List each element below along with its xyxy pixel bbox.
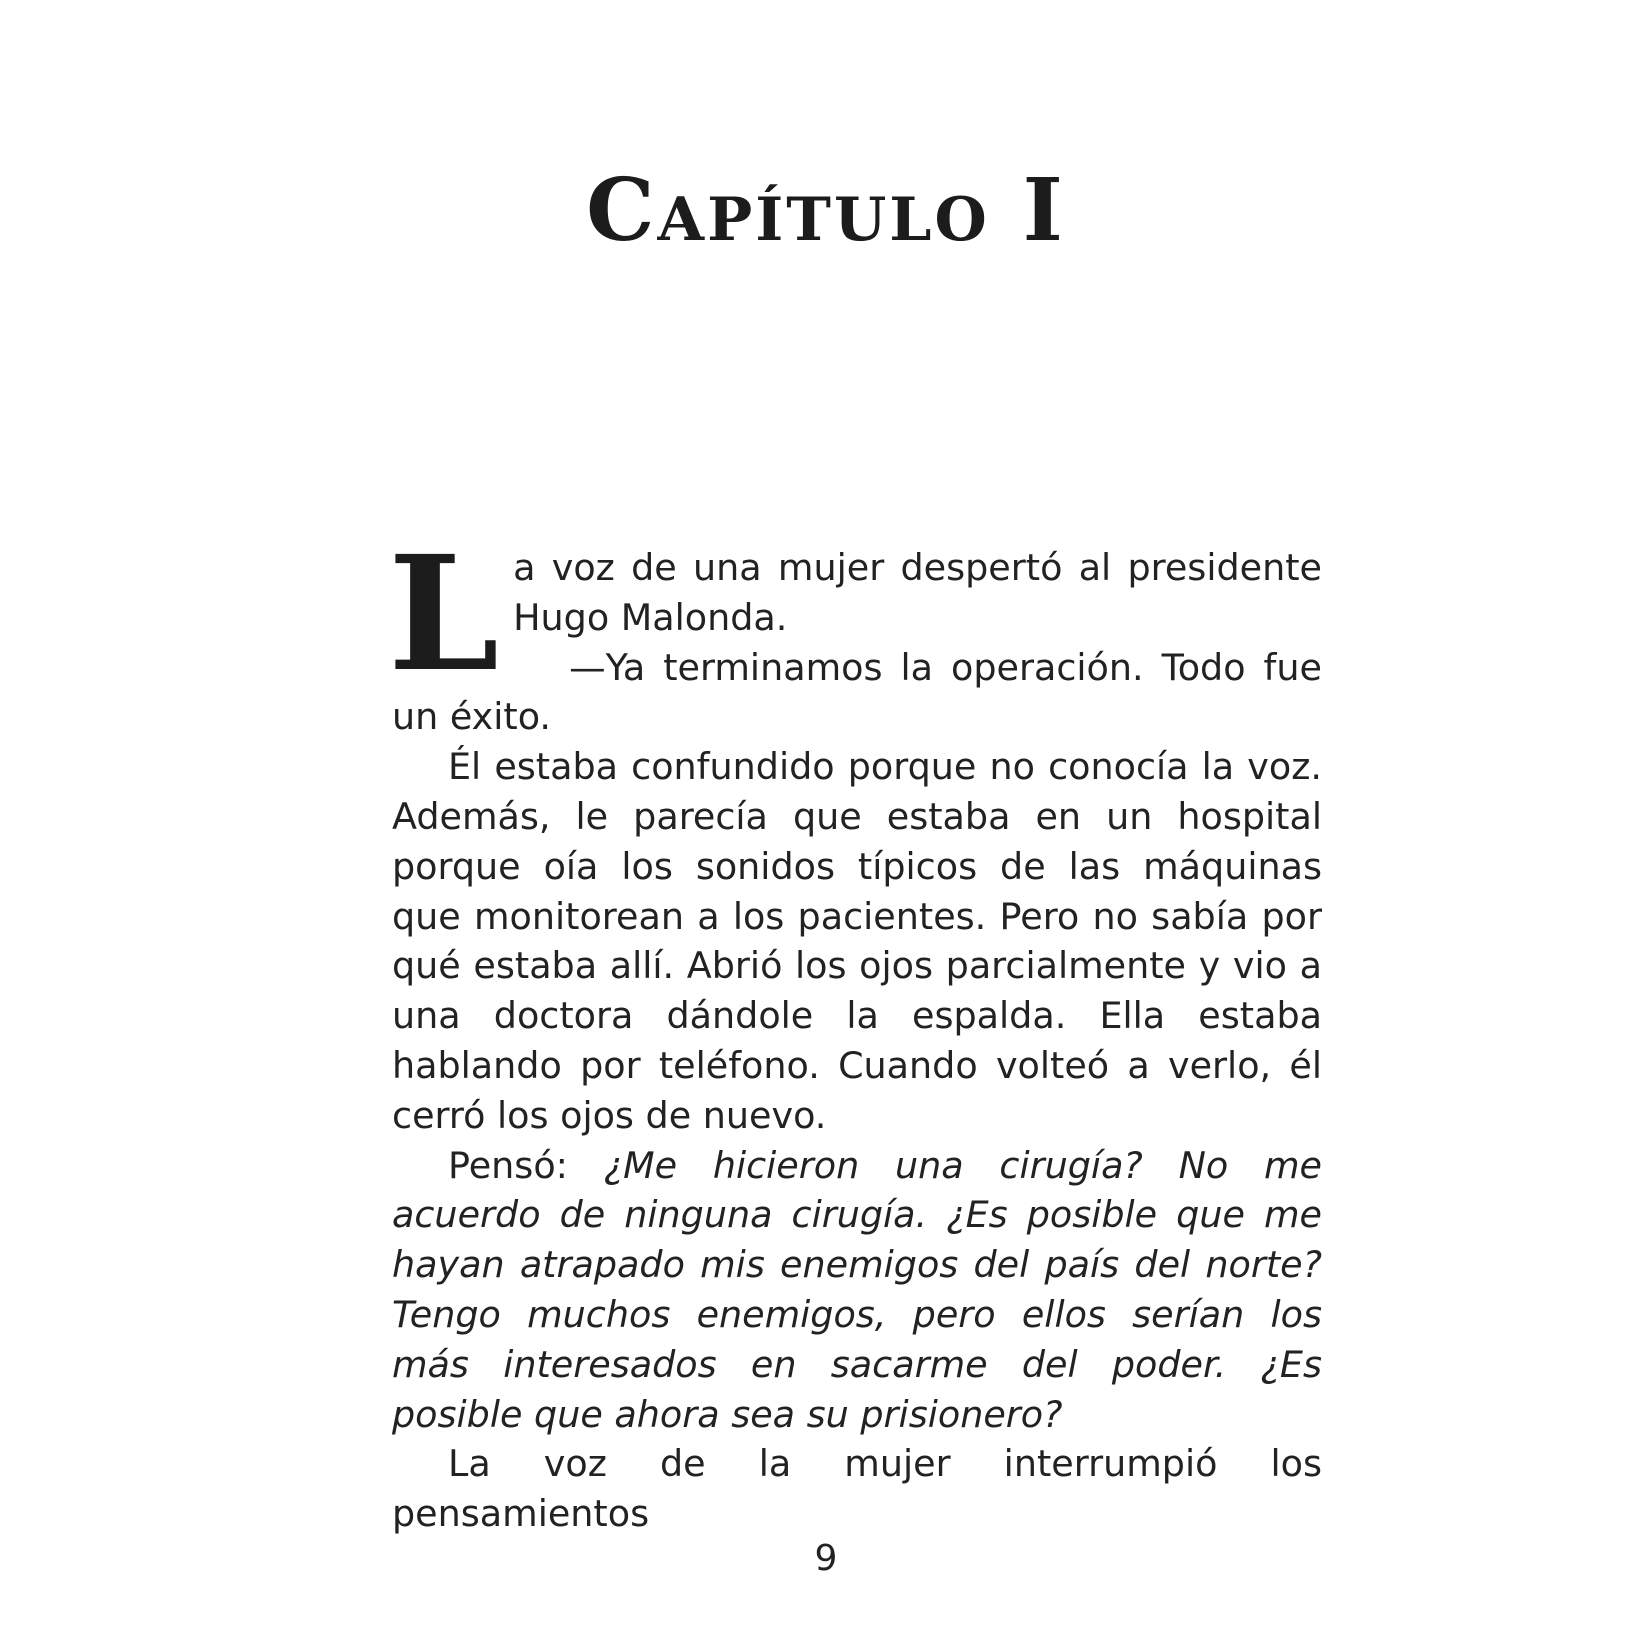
- chapter-title: Capítulo I: [586, 160, 1066, 261]
- paragraph-3: Él estaba confundido porque no conocía la voz. Además, le parecía que estaba en un hospital porque oía los sonidos típicos de las máquinas que monitorean a los pacientes. Pero no sabía por qué estaba allí. Abrió los ojos parcialmente y vio a una doctora dándole la espalda. Ella estaba hablando por teléfono. Cuando volteó a verlo, él cerró los ojos de nuevo.: [392, 745, 1322, 1137]
- drop-cap: L: [388, 522, 500, 707]
- paragraph-4-lead: Pensó:: [448, 1143, 604, 1187]
- paragraph-4: [392, 1141, 1322, 1440]
- paragraph-1: [388, 522, 1322, 742]
- page-number: 9: [814, 1538, 838, 1579]
- paragraph-2: —Ya terminamos la operación. Todo fue un éxito.: [392, 645, 1322, 739]
- chapter-body: [388, 522, 1322, 1539]
- paragraph-5: La voz de la mujer interrumpió los pensamientos: [392, 1442, 1322, 1536]
- paragraph-4-thought: ¿Me hicieron una cirugía? No me acuerdo de ninguna cirugía. ¿Es posible que me hayan atrapado mis enemigos del país del norte? Tengo muchos enemigos, pero ellos serían los más interesados en sacarme del poder. ¿Es posible que ahora sea su prisionero?: [392, 1143, 1322, 1436]
- paragraph-1-text: a voz de una mujer despertó al presidente Hugo Malonda.: [513, 546, 1322, 639]
